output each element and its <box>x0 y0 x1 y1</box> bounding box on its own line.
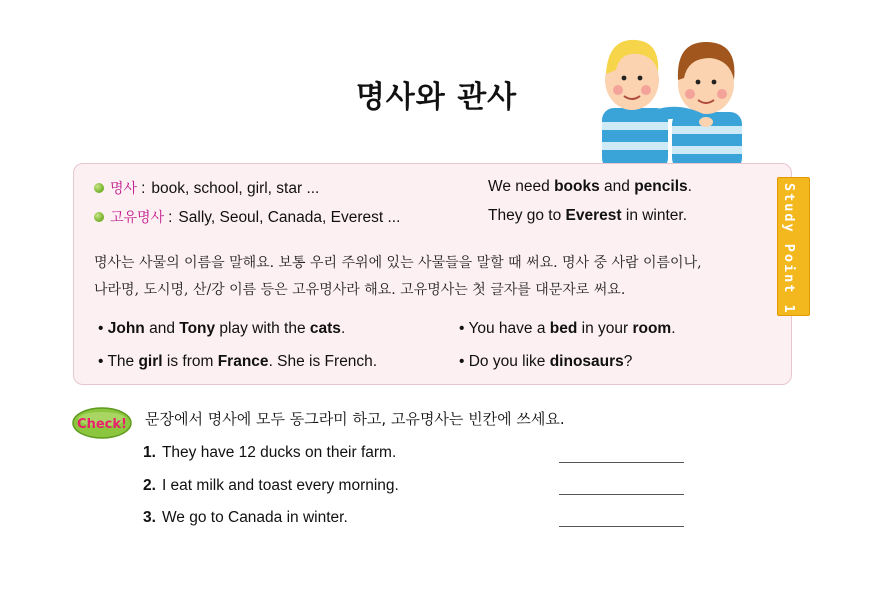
bullet-dot-icon <box>94 212 104 222</box>
question-item <box>143 444 396 462</box>
check-badge-label: Check! <box>77 417 127 432</box>
definition-examples: Sally, Seoul, Canada, Everest ... <box>178 209 401 226</box>
study-point-tab <box>777 177 810 316</box>
study-point-tab-label: Study Point 1 <box>781 183 797 315</box>
question-number: 2. <box>143 477 156 494</box>
definition-noun: 명사 : book, school, girl, star ... <box>94 178 319 198</box>
question-item <box>143 477 399 495</box>
definition-proper-noun: 고유명사 : Sally, Seoul, Canada, Everest ... <box>94 207 400 227</box>
explanation-line: 나라명, 도시명, 산/강 이름 등은 고유명사라 해요. 고유명사는 첫 글자를 대문자로 써요. <box>94 282 626 298</box>
page-title: 명사와 관사 <box>355 80 518 115</box>
answer-blank[interactable] <box>559 526 684 527</box>
example-sentence: • The girl is from France. She is French. <box>98 353 378 370</box>
question-number: 3. <box>143 509 156 526</box>
answer-blank[interactable] <box>559 462 684 463</box>
question-number: 1. <box>143 444 156 461</box>
question-text: They have 12 ducks on their farm. <box>161 444 397 461</box>
definition-sentence-noun: We need books and pencils. <box>488 178 692 195</box>
question-item <box>143 509 348 527</box>
example-sentence: • You have a bed in your room. <box>459 320 676 337</box>
question-text: We go to Canada in winter. <box>161 509 348 526</box>
example-sentence: • John and Tony play with the cats. <box>98 320 346 337</box>
check-instruction: 문장에서 명사에 모두 동그라미 하고, 고유명사는 빈칸에 쓰세요. <box>145 410 565 428</box>
example-sentence: • Do you like dinosaurs? <box>459 353 633 370</box>
definition-sentence-proper-noun: They go to Everest in winter. <box>488 207 688 224</box>
explanation-line: 명사는 사물의 이름을 말해요. 보통 우리 주위에 있는 사물들을 말할 때 써요. 명사 중 사람 이름이나, <box>94 255 702 271</box>
explanation-paragraph <box>94 250 754 304</box>
definition-term: 고유명사 <box>110 210 165 226</box>
answer-blank[interactable] <box>559 494 684 495</box>
cartoon-kids-illustration <box>598 30 748 170</box>
bullet-dot-icon <box>94 183 104 193</box>
question-text: I eat milk and toast every morning. <box>161 477 399 494</box>
definition-examples: book, school, girl, star ... <box>151 180 320 197</box>
check-badge-icon <box>72 407 132 439</box>
definition-term: 명사 <box>110 181 138 197</box>
